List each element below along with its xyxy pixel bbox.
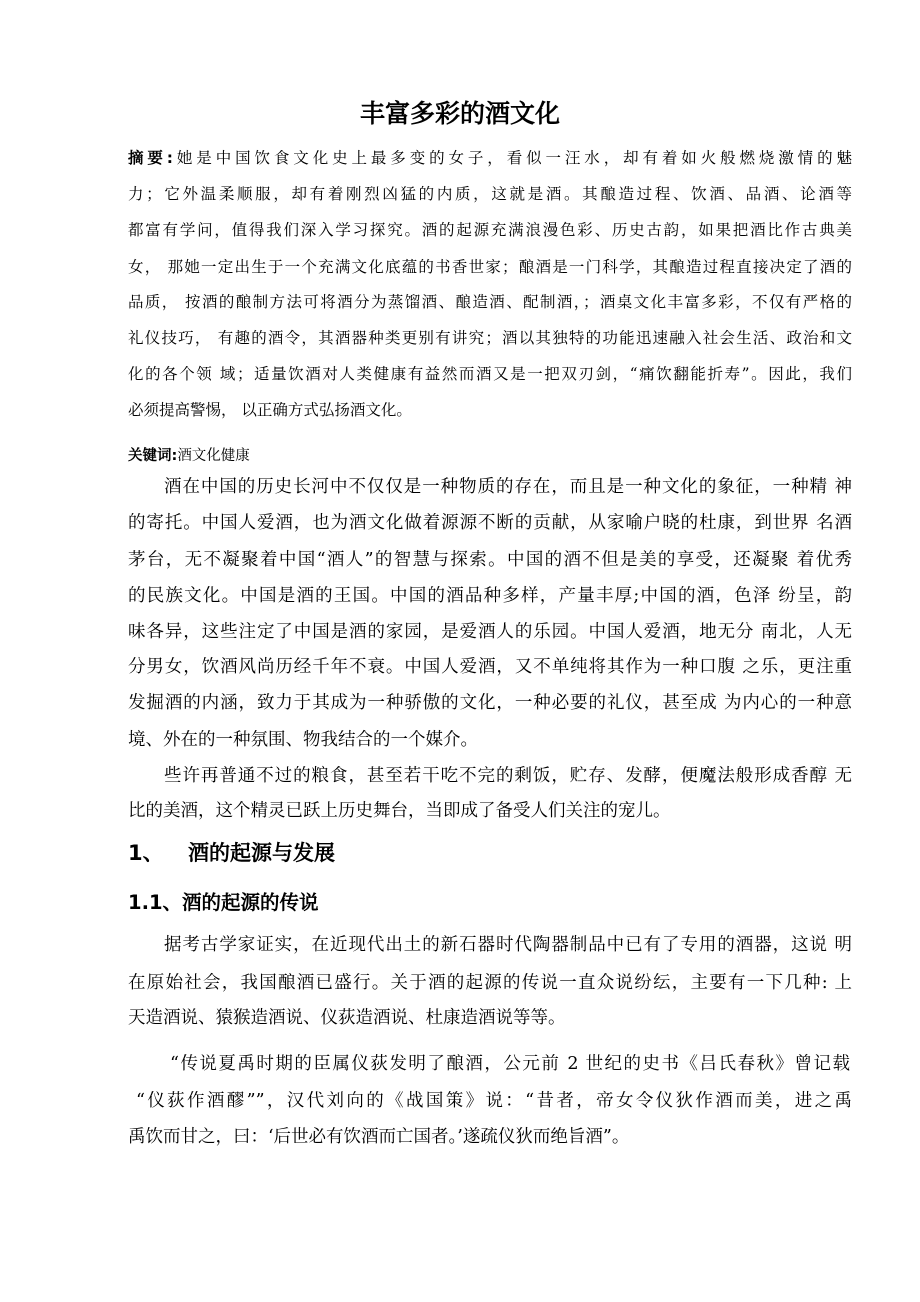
body-line: 发掘酒的内涵，致力于其成为一种骄傲的文化，一种必要的礼仪，甚至成 为内心的一种意 [128, 693, 852, 713]
body-line: 的寄托。中国人爱酒，也为酒文化做着源源不断的贡献，从家喻户晓的杜康，到世界 名酒 [128, 513, 852, 533]
keywords-label: 关键词: [128, 448, 178, 464]
section-heading-1-1: 1.1、酒的起源的传说 [128, 891, 319, 914]
body-line: 分男女，饮酒风尚历经千年不衰。中国人爱酒，又不单纯将其作为一种口腹 之乐，更注重 [128, 657, 852, 677]
keywords-value: 酒文化健康 [177, 448, 250, 464]
body-line: “仪荻作酒醪””，汉代刘向的《战国策》说：“昔者，帝女令仪狄作酒而美，进之禹 [136, 1091, 852, 1111]
body-line: 天造酒说、猿猴造酒说、仪荻造酒说、杜康造酒说等等。 [128, 1008, 566, 1028]
body-line: 据考古学家证实，在近现代出土的新石器时代陶器制品中已有了专用的酒器，这说 明 [164, 935, 852, 955]
body-line: 禹饮而甘之，曰：‘后世必有饮酒而亡国者。’遂疏仪狄而绝旨酒”。 [128, 1127, 630, 1147]
abstract-line: 品质， 按酒的酿制方法可将酒分为蒸馏酒、酿造酒、配制酒，；酒桌文化丰富多彩，不仅有严格的 [128, 293, 852, 311]
body-line: 些许再普通不过的粮食，甚至若干吃不完的剩饭，贮存、发酵，便魔法般形成香醇 无 [164, 766, 852, 786]
document-title: 丰富多彩的酒文化 [359, 99, 560, 128]
body-line: 味各异，这些注定了中国是酒的家园，是爱酒人的乐园。中国人爱酒，地无分 南北，人无 [128, 622, 852, 642]
body-line: 在原始社会，我国酿酒已盛行。关于酒的起源的传说一直众说纷纭，主要有一下几种: 上 [128, 973, 852, 993]
section-title: 酒的起源与发展 [188, 841, 335, 865]
abstract-line: 必须提高警惕， 以正确方式弘扬酒文化。 [128, 401, 412, 419]
abstract-line: 女， 那她一定出生于一个充满文化底蕴的书香世家；酿酒是一门科学，其酿造过程直接决定了酒的 [128, 258, 852, 276]
abstract-line: 力；它外温柔顺服，却有着刚烈凶猛的内质，这就是酒。其酿造过程、饮酒、品酒、论酒等 [128, 185, 852, 203]
body-line: 比的美酒，这个精灵已跃上历史舞台，当即成了备受人们关注的宠儿。 [128, 801, 671, 821]
body-line: 境、外在的一种氛围、物我结合的一个媒介。 [128, 730, 478, 750]
abstract-line: 化的各个领 域；适量饮酒对人类健康有益然而酒又是一把双刃剑，“痛饮翻能折寿”。因此，我们 [128, 365, 852, 383]
abstract-label: 摘要: [128, 149, 173, 167]
section-number: 1、 [128, 841, 164, 865]
body-line: 茅台，无不凝聚着中国“酒人”的智慧与探索。中国的酒不但是美的享受，还凝聚 着优秀 [128, 550, 852, 570]
abstract-line: 礼仪技巧， 有趣的酒令，其酒器种类更别有讲究；酒以其独特的功能迅速融入社会生活、政治和文 [128, 329, 852, 347]
abstract-line: 摘要:她是中国饮食文化史上最多变的女子，看似一汪水，却有着如火般燃烧激情的魅 [128, 149, 852, 167]
body-line: 的民族文化。中国是酒的王国。中国的酒品种多样，产量丰厚;中国的酒，色泽 纷呈，韵 [128, 586, 852, 606]
section-heading-1 [128, 837, 335, 867]
keywords [128, 444, 250, 465]
body-line: 酒在中国的历史长河中不仅仅是一种物质的存在，而且是一种文化的象征，一种精 神 [164, 477, 852, 497]
abstract-line: 都富有学问，值得我们深入学习探究。酒的起源充满浪漫色彩、历史古韵，如果把酒比作古典美 [128, 221, 852, 239]
body-line: “传说夏禹时期的臣属仪荻发明了酿酒，公元前 2 世纪的史书《吕氏春秋》曾记载 [170, 1054, 850, 1074]
